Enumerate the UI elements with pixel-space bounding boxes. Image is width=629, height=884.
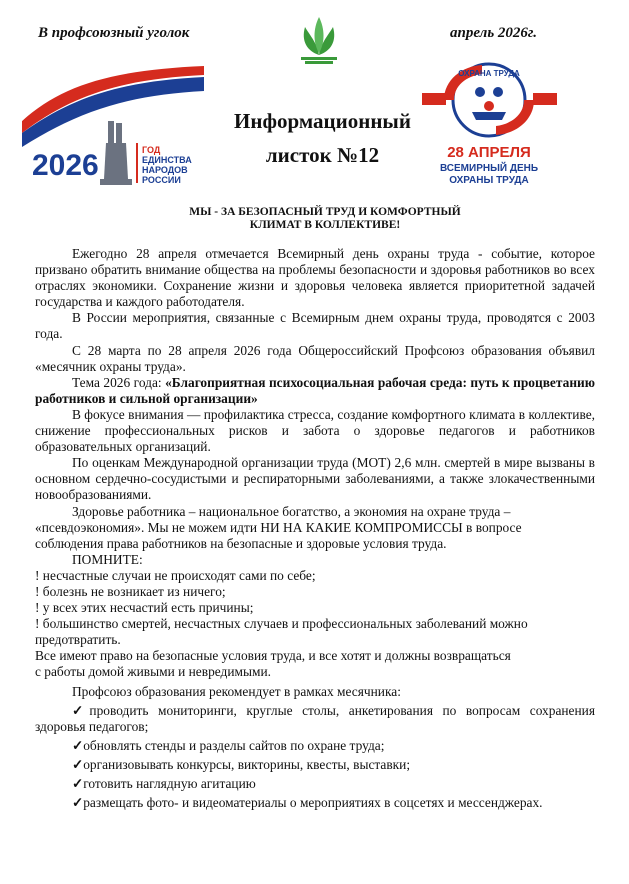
header-left-text: В профсоюзный уголок xyxy=(38,25,190,41)
title-line-2: листок №12 xyxy=(265,143,380,167)
union-logo-icon xyxy=(297,13,341,65)
page-title xyxy=(200,104,445,172)
checklist-item xyxy=(35,776,595,792)
remember-item: ! несчастные случаи не происходят сами по себе; xyxy=(35,567,316,583)
paragraph-focus: В фокусе внимания — профилактика стресса, создание комфортного климата в коллективе, снижение профессиональных рисков и забота о здоровье педагогов и работников образовательных организаций. xyxy=(35,406,595,455)
paragraph-russia: В России мероприятия, связанные с Всемирным днем охраны труда, проводятся с 2003 года. xyxy=(35,310,595,342)
logo-left-line1: ГОД xyxy=(142,145,161,155)
header-date: апрель 2026г. xyxy=(450,25,538,41)
checklist-item-text: обновлять стенды и разделы сайтов по охране труда; xyxy=(83,737,385,753)
theme-lead: Тема 2026 года: xyxy=(72,374,166,390)
check-icon: ✓ xyxy=(72,702,90,718)
title-line-1: Информационный xyxy=(234,109,411,133)
logo-left-line2: ЕДИНСТВА xyxy=(142,155,192,165)
logo-right-date: 28 АПРЕЛЯ xyxy=(447,144,531,161)
check-icon: ✓ xyxy=(72,776,84,791)
logo-right-ring-text: ОХРАНА ТРУДА xyxy=(458,69,520,78)
paragraph-ilo: По оценкам Международной организации труда (МОТ) 2,6 млн. смертей в мире вызваны в основном сердечно-сосудистыми и респираторными заболеваниями, а также злокачественными новообразованиями. xyxy=(35,455,595,503)
check-icon: ✓ xyxy=(72,756,84,772)
check-icon: ✓ xyxy=(72,795,84,811)
checklist-item-text: организовывать конкурсы, викторины, квесты, выставки; xyxy=(83,756,411,772)
paragraph-all-l2: с работы домой живыми и невредимыми. xyxy=(35,664,271,680)
remember-item: ! большинство смертей, несчастных случаев и профессиональных заболеваний можно предотвратить. xyxy=(35,616,528,648)
checklist-item-text: готовить наглядную агитацию xyxy=(83,776,256,791)
recommend-heading: Профсоюз образования рекомендует в рамках месячника: xyxy=(72,683,401,699)
check-icon: ✓ xyxy=(72,737,84,753)
checklist-item xyxy=(35,703,595,735)
subtitle xyxy=(130,206,520,232)
logo-left-line4: РОССИИ xyxy=(142,175,181,185)
checklist-item-text: размещать фото- и видеоматериалы о мероприятиях в соцсетях и мессенджерах. xyxy=(83,795,543,811)
year-of-unity-logo xyxy=(22,63,204,191)
subtitle-line-1: МЫ - ЗА БЕЗОПАСНЫЙ ТРУД И КОМФОРТНЫЙ xyxy=(189,206,461,218)
remember-heading: ПОМНИТЕ: xyxy=(72,551,143,567)
logo-left-line3: НАРОДОВ xyxy=(142,165,188,175)
paragraph-all-l1: Все имеют право на безопасные условия труда, и все хотят и должны возвращаться xyxy=(35,648,511,664)
logo-left-year: 2026 xyxy=(32,149,99,182)
logo-right-line2: ОХРАНЫ ТРУДА xyxy=(449,175,529,186)
paragraph-theme xyxy=(35,375,595,407)
theme-text: «Благоприятная психосоциальная рабочая среда: путь к процветанию работников и сильной организации» xyxy=(35,374,595,406)
checklist-item-text: проводить мониторинги, круглые столы, анкетирования по вопросам сохранения здоровья педагогов; xyxy=(35,702,595,734)
remember-item: ! у всех этих несчастий есть причины; xyxy=(35,600,254,616)
logo-right-line1: ВСЕМИРНЫЙ ДЕНЬ xyxy=(439,163,539,174)
checklist-item xyxy=(35,757,595,773)
paragraph-health-l3: соблюдения права работников на безопасные и здоровые условия труда. xyxy=(35,535,447,551)
remember-item: ! болезнь не возникает из ничего; xyxy=(35,583,226,599)
paragraph-month: С 28 марта по 28 апреля 2026 года Общероссийский Профсоюз образования объявил «месячник охраны труда». xyxy=(35,342,595,374)
paragraph-health-l2: «псевдоэкономия». Мы не можем идти НИ НА КАКИЕ КОМПРОМИССЫ в вопросе xyxy=(35,519,522,535)
subtitle-line-2: КЛИМАТ В КОЛЛЕКТИВЕ! xyxy=(249,219,401,231)
paragraph-health-l1: Здоровье работника – национальное богатство, а экономия на охране труда – xyxy=(72,503,511,519)
article-body xyxy=(35,246,595,811)
paragraph-intro: Ежегодно 28 апреля отмечается Всемирный день охраны труда - событие, которое призвано обратить внимание общества на проблемы безопасности и здоровья работников во всех отраслях экономики. Сохранение жизни и здоровья человека является приоритетной задачей государства и каждого работодателя. xyxy=(35,246,595,310)
checklist-item xyxy=(35,795,595,811)
checklist-item xyxy=(35,738,595,754)
